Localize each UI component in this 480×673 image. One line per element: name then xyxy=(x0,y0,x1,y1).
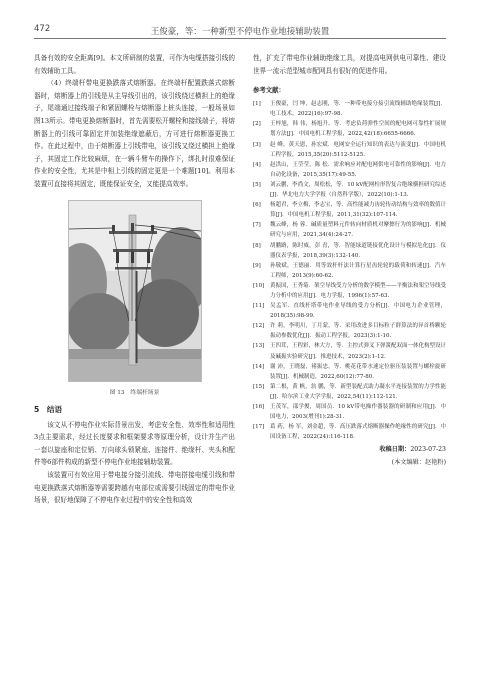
figure-terminal-pole-photo xyxy=(68,200,202,382)
reference-item: [17] 葛 药，杨 军，刘金超，等．高压跌落式熔断器操作绝缘性的研究[J]．中国设备工程，2022(24):116-118. xyxy=(253,424,446,441)
figure-caption: 图 13 终端杆场景 xyxy=(109,389,160,396)
reference-item: [8] 胡鹏路，陈时威，彭 青，等．智能绿道链接优化设计与模拟危化[J]．仪器仪表学报，2018,39(3):132-140. xyxy=(253,242,446,259)
section-title-conclusion: 5 结语 xyxy=(34,404,63,414)
reference-item: [7] 魏云峰，杨 蓉．碱质量塑料元件转向材质机对摩擦行为的影响[J]．机械研究与应用，2021,34(4):24-27. xyxy=(253,222,446,239)
reference-item: [13] 王四茸，王程彩，林大方，等．主控式弹叉下弹簧配双面一体化构型设计及碱振实验研究[J]．推进技术，2023(2):1-12. xyxy=(253,343,447,360)
paragraph-conclusion-1: 该文从不停电作业实际背景出发，考虑安全性、效率性和适用性3点主要需求，经过长度要求和框架要求等原理分析，设计并生产出一套以旋座和定位销、万向球头锁紧座、连接件、绝缘杆、夹头和配件等6部件构成的新型不停电作业地接辅助装置。 xyxy=(34,420,235,467)
references-list xyxy=(253,99,446,442)
paragraph-conclusion-continued: 性，扩充了带电作业辅助绝缘工具，对提高电网供电可靠性、建设世界一流示范型城市配网具有很好的促进作用。 xyxy=(253,54,446,75)
reference-item: [5] 刘云鹏，李尚文，周松松，等．10 kV配网柱形智复合绝缘横担研究综述[J]．华北电力大学学报（自然科学版），2022(10):1-13. xyxy=(253,181,446,199)
reference-item: [14] 谢 沛，王晓磊，褚振忠，等．桃花花带水速定位驱压装装置与螺栓旋研装置[J]．机械制造，2022,60(12):77-80. xyxy=(253,363,446,380)
left-column xyxy=(34,52,235,507)
reference-item: [4] 赵洪山，王莹莹，陈 松．需求响应对配电网供电可靠性的影响[J]．电力自动化设备，2015,35(17):49-55. xyxy=(253,161,446,178)
right-column xyxy=(253,52,446,468)
reference-item: [11] 吴孟军．直线杆塔带电作业导线的受力分析[J]．中国电力企业管理，2018(35):98-99. xyxy=(253,303,446,320)
reference-item: [2] 王梓旭，韩 伟，杨旭升，等．考虑负荷弹性空间的配电网可靠性扩展规划方法[J]．中国电机工程学报，2022,42(18):6655-6666. xyxy=(253,121,446,138)
page-header xyxy=(34,22,446,38)
paragraph-conclusion-2: 该装置可有效应用于带电接分接引流线、带电搭接电缆引线和带电更换跌落式熔断器等需要跨越有电部位或需要引线固定的带电作业场景，很好地保障了不停电作业过程中的安全性和高效 xyxy=(34,470,235,505)
header-rule xyxy=(34,38,446,39)
references-heading: 参考文献： xyxy=(253,86,285,95)
reference-item: [9] 孙敬斌，王德丽．用等效杆杆法计算行星齿轮轮的载荷和转速[J]．汽车工程师，2013(9):60-62. xyxy=(253,262,446,279)
paragraph-continued: 具备有效的安全距离[9]。本文所研制的装置，可作为电缆搭接引线的有效辅助工具。 xyxy=(34,54,235,75)
reference-item: [6] 杨超君，李立梅，李志宝，等．高性能减力齿轮传动结构与效率的数值计算[J]．中国电机工程学报，2011,31(32):107-114. xyxy=(253,202,447,219)
reference-item: [1] 王俊豪，闫 坤，赵志刚，等．一种带电接分接引流线辅助绝缘装置[J]．电工技术，2022(16):97-98. xyxy=(253,101,446,118)
reference-item: [15] 第二根，黄 帆，翁 鹏，等．新型装配式助力凝水平连接装置的力学性能[J]．哈尔滨工业大学学报，2022,54(11):112-121. xyxy=(253,383,446,400)
editor-note: (本文编辑：赵艳粉) xyxy=(391,459,446,467)
page-number: 472 xyxy=(34,24,51,34)
reference-item: [16] 王茂军，邵学俊，周国员．10 kV带电操作器装器的研制和应用[J]．中国电力，2003(增刊1):28-31. xyxy=(253,404,446,421)
reference-item: [3] 赵 峰，黄天恩，孙宏斌．电网安全运行知识的表达与演变[J]．中国电机工程学报，2015,35(20):5112-5125. xyxy=(253,141,446,158)
running-title: 王俊豪，等：一种新型不停电作业地接辅助装置 xyxy=(150,27,330,37)
reference-item: [12] 许 莉，李明川，丁月蒙，等．采用改进多目标粒子群算法的异首桥颗轮振动参数优化[J]．振动工程学报，2023(3):1-10. xyxy=(253,323,446,340)
terminal-pole-photo xyxy=(69,201,201,381)
paragraph-terminal-pole: （4）终端杆带电更换跌落式熔断器。在终端杆配置跌落式熔断器时，熔断器上的引线是从主导线引出的，该引线绕过横担上的绝缘子，尾端通过接线端子和紧固螺栓与熔断器上桩头连接，一般场景如图13所示。带电更换熔断器时，首先需要松开螺栓和接线端子，将熔断器上的引线可靠固定并加装绝缘遮蔽后，方可进行熔断器更换工作。在此过程中，由于熔断器上引线带电，该引线又绕过横担上绝缘子，其固定工作比较麻烦，在一辆斗臂车的操作下，绑扎时很难保证作业的安全性，尤其是中相上引线的固定更是一个难题[10]。利用本装置可直接将其固定，既能保证安全，又能提高效率。 xyxy=(34,79,235,188)
received-date: 收稿日期：2023-07-23 xyxy=(379,446,446,454)
reference-item: [10] 黄振国，王秀菊．架空导线受力分析的数学模型——平衡法和架空导线受力分析中的应用[J]．电力学报，1996(1):57-63. xyxy=(253,282,447,299)
